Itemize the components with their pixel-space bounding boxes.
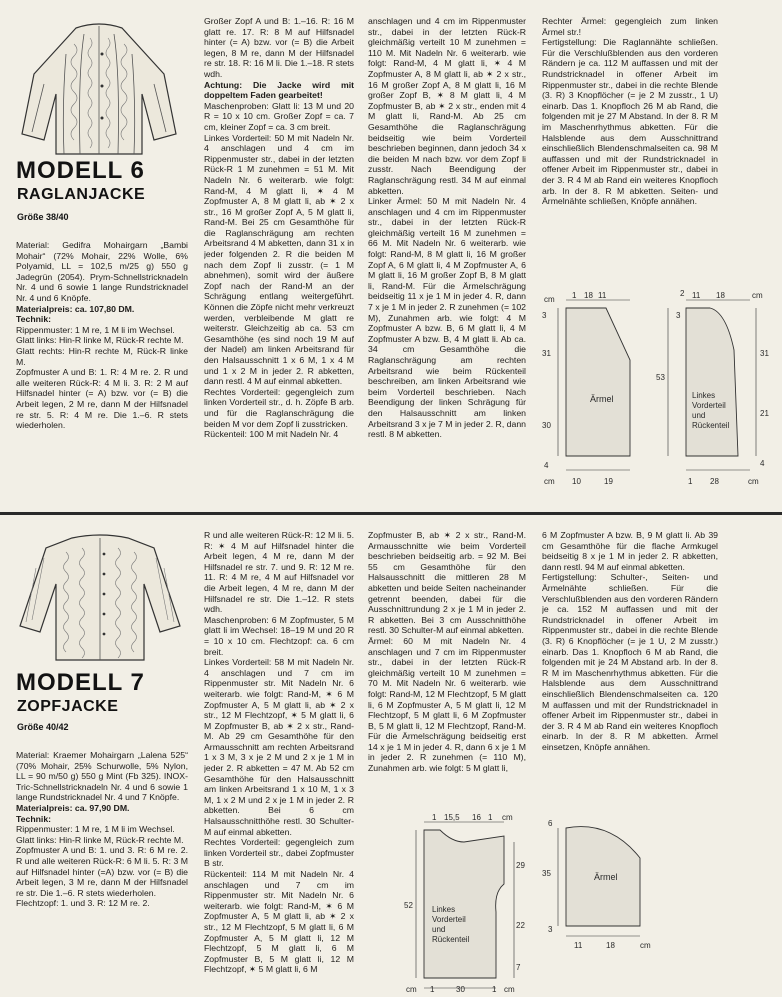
svg-text:53: 53 [656,373,665,382]
svg-text:10: 10 [572,477,581,486]
svg-text:und: und [432,925,446,934]
svg-text:6: 6 [548,819,553,828]
svg-text:35: 35 [542,869,551,878]
model7-column-1 [16,750,188,990]
m7-body-shape [424,830,504,978]
m6-cm-top-left: cm [544,295,555,304]
svg-text:Rückenteil: Rückenteil [432,935,470,944]
svg-text:Vorderteil: Vorderteil [432,915,466,924]
model6-size: Größe 38/40 [17,212,69,222]
model6-pattern-schema [538,290,778,490]
m6-technik: Technik: [16,314,52,325]
svg-text:3: 3 [542,311,547,320]
svg-text:cm: cm [752,291,763,300]
m7-flechtzopf-cont: R und alle weiteren Rück-R: 12 M li. 5. R: ✶ 4 M auf Hilfsnadel hinter die Arbeit legen, 4 M re, dann M der Hilfsnadel re str. 7. und 9. R: 12 M re. 11. R: 4 M re, 4 M auf Hilfsnadel vor die Arbeit legen, 4 M re, dann M der Hilfsnadel re str. Die 1.–12. R stets wdh. [204,530,354,615]
m7-body-label: Linkes [432,905,456,914]
model7-sleeve-schema [540,814,670,954]
m6-rueckenteil-cont: anschlagen und 4 cm im Rippenmuster str., dabei in der letzten Rück-R gleichmäßig verteilt 10 M zunehmen = 110 M. Mit Nadeln Nr. 6 weiterarb. wie folgt: Rand-M, 4 M glatt li, ✶ 4 M Zopfmuster A, 8 M glatt li, ab ✶ 2 x str., 16 M großer Zopf A, 8 M glatt li, 16 M großer Zopf B, ✶ 8 M glatt li, 4 M Zopfmuster B, ab ✶ 2 x str., enden mit 4 M glatt li, Rand-M. Ab 25 cm Gesamthöhe die Raglanschrägung beidseitig wie beim Vorderteil beschrieben beginnen, dann jedoch 34 x die beiden M nach bzw. vor dem Zopf li zusstr. Nach Beendigung der Raglanschrägung restl. 34 M auf einmal abketten. [368,16,526,196]
m6-sleeve-shape [566,308,630,456]
m7-price: Materialpreis: ca. 97,90 DM. [16,802,130,813]
svg-text:cm: cm [748,477,759,486]
m6-maschenproben: Maschenproben: Glatt li: 13 M und 20 R = 10 x 10 cm. Großer Zopf = ca. 7 cm, kleiner Zopf = ca. 3 cm breit. [204,100,354,132]
svg-text:cm: cm [406,985,417,994]
svg-text:15,5: 15,5 [444,813,460,822]
model6-title: MODELL 6 [16,157,145,184]
m7-rippen: Rippenmuster: 1 M re, 1 M li im Wechsel. [16,824,175,835]
raglan-jacket-sketch [14,14,184,164]
svg-text:cm: cm [544,477,555,486]
svg-text:18: 18 [584,291,593,300]
svg-text:3: 3 [676,311,681,320]
m7-maschenproben: Maschenproben: 6 M Zopfmuster, 5 M glatt li im Wechsel: 18–19 M und 20 R = 10 x 10 cm. Flechtzopf: ca. 6 cm breit. [204,614,354,657]
model7-title: MODELL 7 [16,669,145,696]
svg-text:cm: cm [502,813,513,822]
m6-fertigstellung: Fertigstellung: Die Raglannähte schließen. Für die Verschlußblenden aus den vorderen Rändern je ca. 112 M auffassen und mit der Rundstricknadel in offener Arbeit im Rippenmuster str., dabei in die rechte Blende (3. R) 3 Knopflöcher (= je 2 M zusstr., 1 U) einarb. Das 1. Knopfloch 26 M ab Rand, die folgenden mit je 27 M Abstand. In der 8. R M im Maschenrhythmus abketten. Für die Halsblende aus dem Ausschnittrand einschließlich Blendenschmalseiten ca. 98 M auffassen und mit der Rundstricknadel in offener Arbeit im Rippenmuster str., dabei in der 3. R 4 M ab Rand ein weiteres Knopfloch arb. In der 8. R M abketten. Seiten- und Ärmelnähte schließen, Knöpfe annähen. [542,37,718,207]
m6-glatt-links: Glatt links: Hin-R linke M, Rück-R rechte M. [16,335,184,346]
svg-text:11: 11 [598,291,607,300]
model7-column-3 [368,530,526,792]
model6-column-3 [368,16,526,488]
svg-text:18: 18 [606,941,615,950]
model7-subtitle: ZOPFJACKE [17,698,119,715]
m6-linkes-vorderteil: Linkes Vorderteil: 50 M mit Nadeln Nr. 4 anschlagen und 4 cm im Rippenmuster str., dabei in der letzten Rück-R 1 M zunehmen = 51 M. Mit Nadeln Nr. 6 weiterarb. wie folgt: Rand-M, 4 M glatt li, ✶ 4 M Zopfmuster A, 8 M glatt li, ab ✶ 2 x str., 16 M großer Zopf A, 5 M glatt li, Rand-M. Bei 25 cm Gesamthöhe für die Raglanschrägung am rechten Arbeitsrand 4 M abketten, dann 31 x in jeder folgenden 2. R die beiden M nach dem Zopf li zusstr. (= 1 M abnehmen), somit wird der äußere Zopf nach der Rand-M an der Schrägung entlang weitergeführt. Können die Zöpfe nicht mehr verkreuzt werden, verbleibende M glatt re weiterstr. Gleichzeitig ab ca. 53 cm Gesamthöhe (es sind noch 19 M auf der Nadel) am linken Arbeitsrand für den Halsausschnitt 1 x 6 M, 1 x 4 M und 1 x 2 M in jeder 2. R abketten, dann restl. 4 M auf einmal abketten. [204,132,354,387]
svg-text:4: 4 [760,459,765,468]
m7-rueckenteil: Rückenteil: 114 M mit Nadeln Nr. 4 anschlagen und 7 cm im Rippenmuster str. Mit Nadeln Nr. 6 weiterarb. wie folgt: Rand-M, ✶ 6 M Zopfmuster A, 5 M glatt li, ab ✶ 2 x str., 12 M Flechtzopf, 5 M glatt li, 6 M Zopfmuster A, 5 M glatt li, 12 M Flechtzopf, 5 M glatt li, 6 M Zopfmuster B, 5 M glatt li, 12 M Flechtzopf, ✶ 5 M glatt li, 6 M [204,869,354,975]
cable-cardigan-sketch [14,528,186,668]
model6-column-1 [16,240,188,472]
m7-glatt-links: Glatt links: Hin-R linke M, Rück-R rechte M. [16,834,184,845]
m7-sleeve-label: Ärmel [594,872,618,882]
m7-flechtzopf: Flechtzopf: 1. und 3. R: 12 M re. 2. [16,898,150,909]
svg-text:29: 29 [516,861,525,870]
m7-linkes-vorderteil: Linkes Vorderteil: 58 M mit Nadeln Nr. 4 anschlagen und 7 cm im Rippenmuster str. Mit Nadeln Nr. 6 weiterarb. wie folgt: Rand-M, ✶ 6 M Zopfmuster A, 5 M glatt li, ab ✶ 2 x str., 12 M Flechtzopf, ✶ 5 M glatt li, 6 M Zopfmuster B, ab ✶ 2 x str., Rand-M. Ab 29 cm Gesamthöhe für den Armausschnitt am rechten Arbeitsrand 1 x 3 M, 3 x je 2 M und 2 x je 1 M in jeder 2. R abketten = 47 M. Ab 52 cm Gesamthöhe für den Halsausschnitt am linken Arbeitsrand 1 x 10 M, 1 x 3 M, 1 x 2 M und 2 x je 1 M in jeder 2. R abketten. Bei 6 cm Halsausschnitthöhe restl. 30 Schulter-M auf einmal abketten. [204,657,354,837]
model6-column-2 [204,16,354,488]
m6-sleeve-label: Ärmel [590,394,614,404]
svg-text:31: 31 [542,349,551,358]
model7-body-schema [404,812,540,996]
model6-column-4 [542,16,718,288]
m6-material: Material: Gedifra Mohairgarn „Bambi Mohair“ (72% Mohair, 22% Wolle, 6% Polyamid, LL = 102,5 m/25 g) 550 g Jadegrün (2054). Prym-Schnellstricknadeln Nr. 4 und 6 sowie 1 lange Rundstricknadel Nr. 4 und 6 Knöpfe. [16,240,188,303]
m6-achtung: Achtung: Die Jacke wird mit doppeltem Faden gearbeitet! [204,79,354,101]
section-divider [0,512,782,515]
m7-aermel-cont: 6 M Zopfmuster A bzw. B, 9 M glatt li. Ab 39 cm Gesamthöhe für die flache Armkugel beidseitig 8 x je 1 M in jeder 2. R abketten, dann restl. 94 M auf einmal abketten. [542,530,718,572]
m6-price: Materialpreis: ca. 107,80 DM. [16,303,135,314]
svg-text:Vorderteil: Vorderteil [692,401,726,410]
m7-technik: Technik: [16,813,52,824]
svg-text:und: und [692,411,706,420]
m7-zopf-ab: Zopfmuster A und B: 1. und 3. R: 6 M re. 2. R und alle weiteren Rück-R: 6 M li. 5. R: 3 M auf Hilfsnadel hinter (=A) bzw. vor (= B) die Arbeit legen, 3 M re, dann M der Hilfsnadel re str. Die 1.–6. R stets wiederholen. [16,845,188,898]
model6-subtitle: RAGLANJACKE [17,186,146,203]
m6-zopf-ab: Zopfmuster A und B: 1. R: 4 M re. 2. R und alle weiteren Rück-R: 4 M li. 3. R: 2 M auf Hilfsnadel hinter (= A) bzw. vor (= B) die Arbeit legen, 2 M re, dann M der Hilfsnadel re str. 5. R: 4 M re. Die 1.–6. R stets wiederholen. [16,367,188,431]
svg-text:Rückenteil: Rückenteil [692,421,730,430]
svg-text:1: 1 [488,813,493,822]
m6-body-shape [686,308,738,456]
m6-glatt-rechts: Glatt rechts: Hin-R rechte M, Rück-R linke M. [16,345,188,367]
svg-text:28: 28 [710,477,719,486]
m7-rueckenteil-cont: Zopfmuster B, ab ✶ 2 x str., Rand-M. Armausschnitte wie beim Vorderteil beschrieben beidseitig arb. = 92 M. Bei 55 cm Gesamthöhe für den Halsausschnitt die mittleren 28 M abketten und beide Seiten nacheinander getrennt beenden, dabei für die Ausschnittrundung 2 x je 1 M in jeder 2. R abketten. Bei 3 cm Ausschnitthöhe restl. 30 Schulter-M auf einmal abketten. [368,530,526,636]
model7-column-4 [542,530,718,812]
svg-text:11: 11 [692,291,701,300]
svg-text:18: 18 [716,291,725,300]
svg-text:30: 30 [542,421,551,430]
svg-text:1: 1 [430,985,435,994]
svg-text:cm: cm [640,941,651,950]
svg-text:4: 4 [544,461,549,470]
svg-text:1: 1 [492,985,497,994]
m6-rueckenteil: Rückenteil: 100 M mit Nadeln Nr. 4 [204,429,339,440]
svg-text:30: 30 [456,985,465,994]
model7-size: Größe 40/42 [17,722,69,732]
svg-text:cm: cm [504,985,515,994]
m6-rechtes-vorderteil: Rechtes Vorderteil: gegengleich zum linken Vorderteil str., d. h. Zöpfe B arb. und für die Raglanschrägung die beiden M vor dem Zopf li zusstricken. [204,386,354,429]
m6-rechter-aermel: Rechter Ärmel: gegengleich zum linken Ärmel str.! [542,16,718,37]
svg-text:2: 2 [680,290,685,298]
m7-rechtes-vorderteil: Rechtes Vorderteil: gegengleich zum linken Vorderteil str., dabei Zopfmuster B str. [204,837,354,869]
svg-text:11: 11 [574,941,583,950]
svg-text:3: 3 [548,925,553,934]
m7-fertigstellung: Fertigstellung: Schulter-, Seiten- und Ärmelnähte schließen. Für die Verschlußblenden aus den vorderen Rändern je ca. 152 M auffassen und mit der Rundstricknadel in offener Arbeit im Rippenmuster str., dabei in die rechte Blende (3. R) 6 Knopflöcher (= je 1 U, 2 M zusstr.) einarb. Das 1. Knopfloch 6 M ab Rand, die folgenden mit je 24 M Abstand arb. In der 8. R M im Maschenrhythmus abketten. Für die Halsblende aus dem Ausschnittrand einschließlich Blendenschmalseiten ca. 120 M auffassen und mit der Rundstricknadel in offener Arbeit im Rippenmuster str., dabei in der 3. R 4 M ab Rand ein weiteres Knopfloch einarb. In der 8. R M abketten. Ärmel einsetzen, Knöpfe annähen. [542,572,718,752]
svg-text:1: 1 [572,291,577,300]
svg-text:19: 19 [604,477,613,486]
model7-column-2 [204,530,354,990]
m6-rippen: Rippenmuster: 1 M re, 1 M li im Wechsel. [16,324,175,335]
svg-text:7: 7 [516,963,521,972]
svg-text:1: 1 [688,477,693,486]
m6-linker-aermel: Linker Ärmel: 50 M mit Nadeln Nr. 4 anschlagen und 4 cm im Rippenmuster str., dabei in der letzten Rück-R gleichmäßig verteilt 16 M zunehmen = 66 M. Mit Nadeln Nr. 6 weiterarb. wie folgt: Rand-M, 8 M glatt li, 16 M großer Zopf A, 6 M glatt li, 4 M Zopfmuster A, 6 M glatt li, 16 M großer Zopf B, 8 M glatt li, Rand-M. Für die Ärmelschrägung beidseitig 11 x je 1 M in jeder 4. R, dann 7 x je 1 M in jeder 2. R zunehmen (= 102 M), Zunahmen arb. wie folgt: 4 M Zopfmuster A bzw. B, 6 M glatt li, 4 M Zopfmuster A bzw. B, 4 M glatt li. Ab ca. 34 cm Gesamthöhe die Raglanschrägung am rechten Arbeitsrand wie beim Rückenteil beschreiben, am linken Arbeitsrand wie beim Vorderteil beschrieben. Nach Beendigung der linken Schrägung für den Halsausschnitt am linken Arbeitsrand 3 x je 7 M in jeder 2. R, dann restl. 8 M abketten. [368,196,526,440]
svg-text:21: 21 [760,409,769,418]
svg-text:1: 1 [432,813,437,822]
svg-text:31: 31 [760,349,769,358]
svg-text:22: 22 [516,921,525,930]
svg-text:52: 52 [404,901,413,910]
m7-material: Material: Kraemer Mohairgarn „Lalena 525“ (70% Mohair, 25% Schurwolle, 5% Nylon, LL = 90 m/50 g) 550 g Mint (Fb 325). INOX-Tric-Schnellstricknadeln Nr. 4 und 6 sowie 1 lange Rundstricknadel Nr. 4 und 7 Knöpfe. [16,750,188,803]
svg-text:16: 16 [472,813,481,822]
m6-body-label: Linkes [692,391,716,400]
m7-aermel: Ärmel: 60 M mit Nadeln Nr. 4 anschlagen und 7 cm im Rippenmuster str., dabei in der letzten Rück-R gleichmäßig verteilt 10 M zunehmen = 70 M. Mit Nadeln Nr. 6 weiterarb. wie folgt: Rand-M, 12 M Flechtzopf, 5 M glatt li, 6 M Zopfmuster A, 5 M glatt li, 12 M Flechtzopf, 5 M glatt li, 6 M Zopfmuster B, 5 M glatt li, 12 M Flechtzopf, Rand-M. Für die Ärmelschrägung beidseitig erst 14 x je 1 M in jeder 4. R, dann 6 x je 1 M in jeder 2. R zunehmen (= 110 M), Zunahmen arb. wie folgt: 5 M glatt li, [368,635,526,774]
m6-grosser-zopf: Großer Zopf A und B: 1.–16. R: 16 M glatt re. 17. R: 8 M auf Hilfsnadel hinter (= A) bzw. vor (= B) die Arbeit legen, 8 M re, dann M der Hilfsnadel re str. 18. R: 16 M li. Die 1.–18. R stets wdh. [204,16,354,79]
